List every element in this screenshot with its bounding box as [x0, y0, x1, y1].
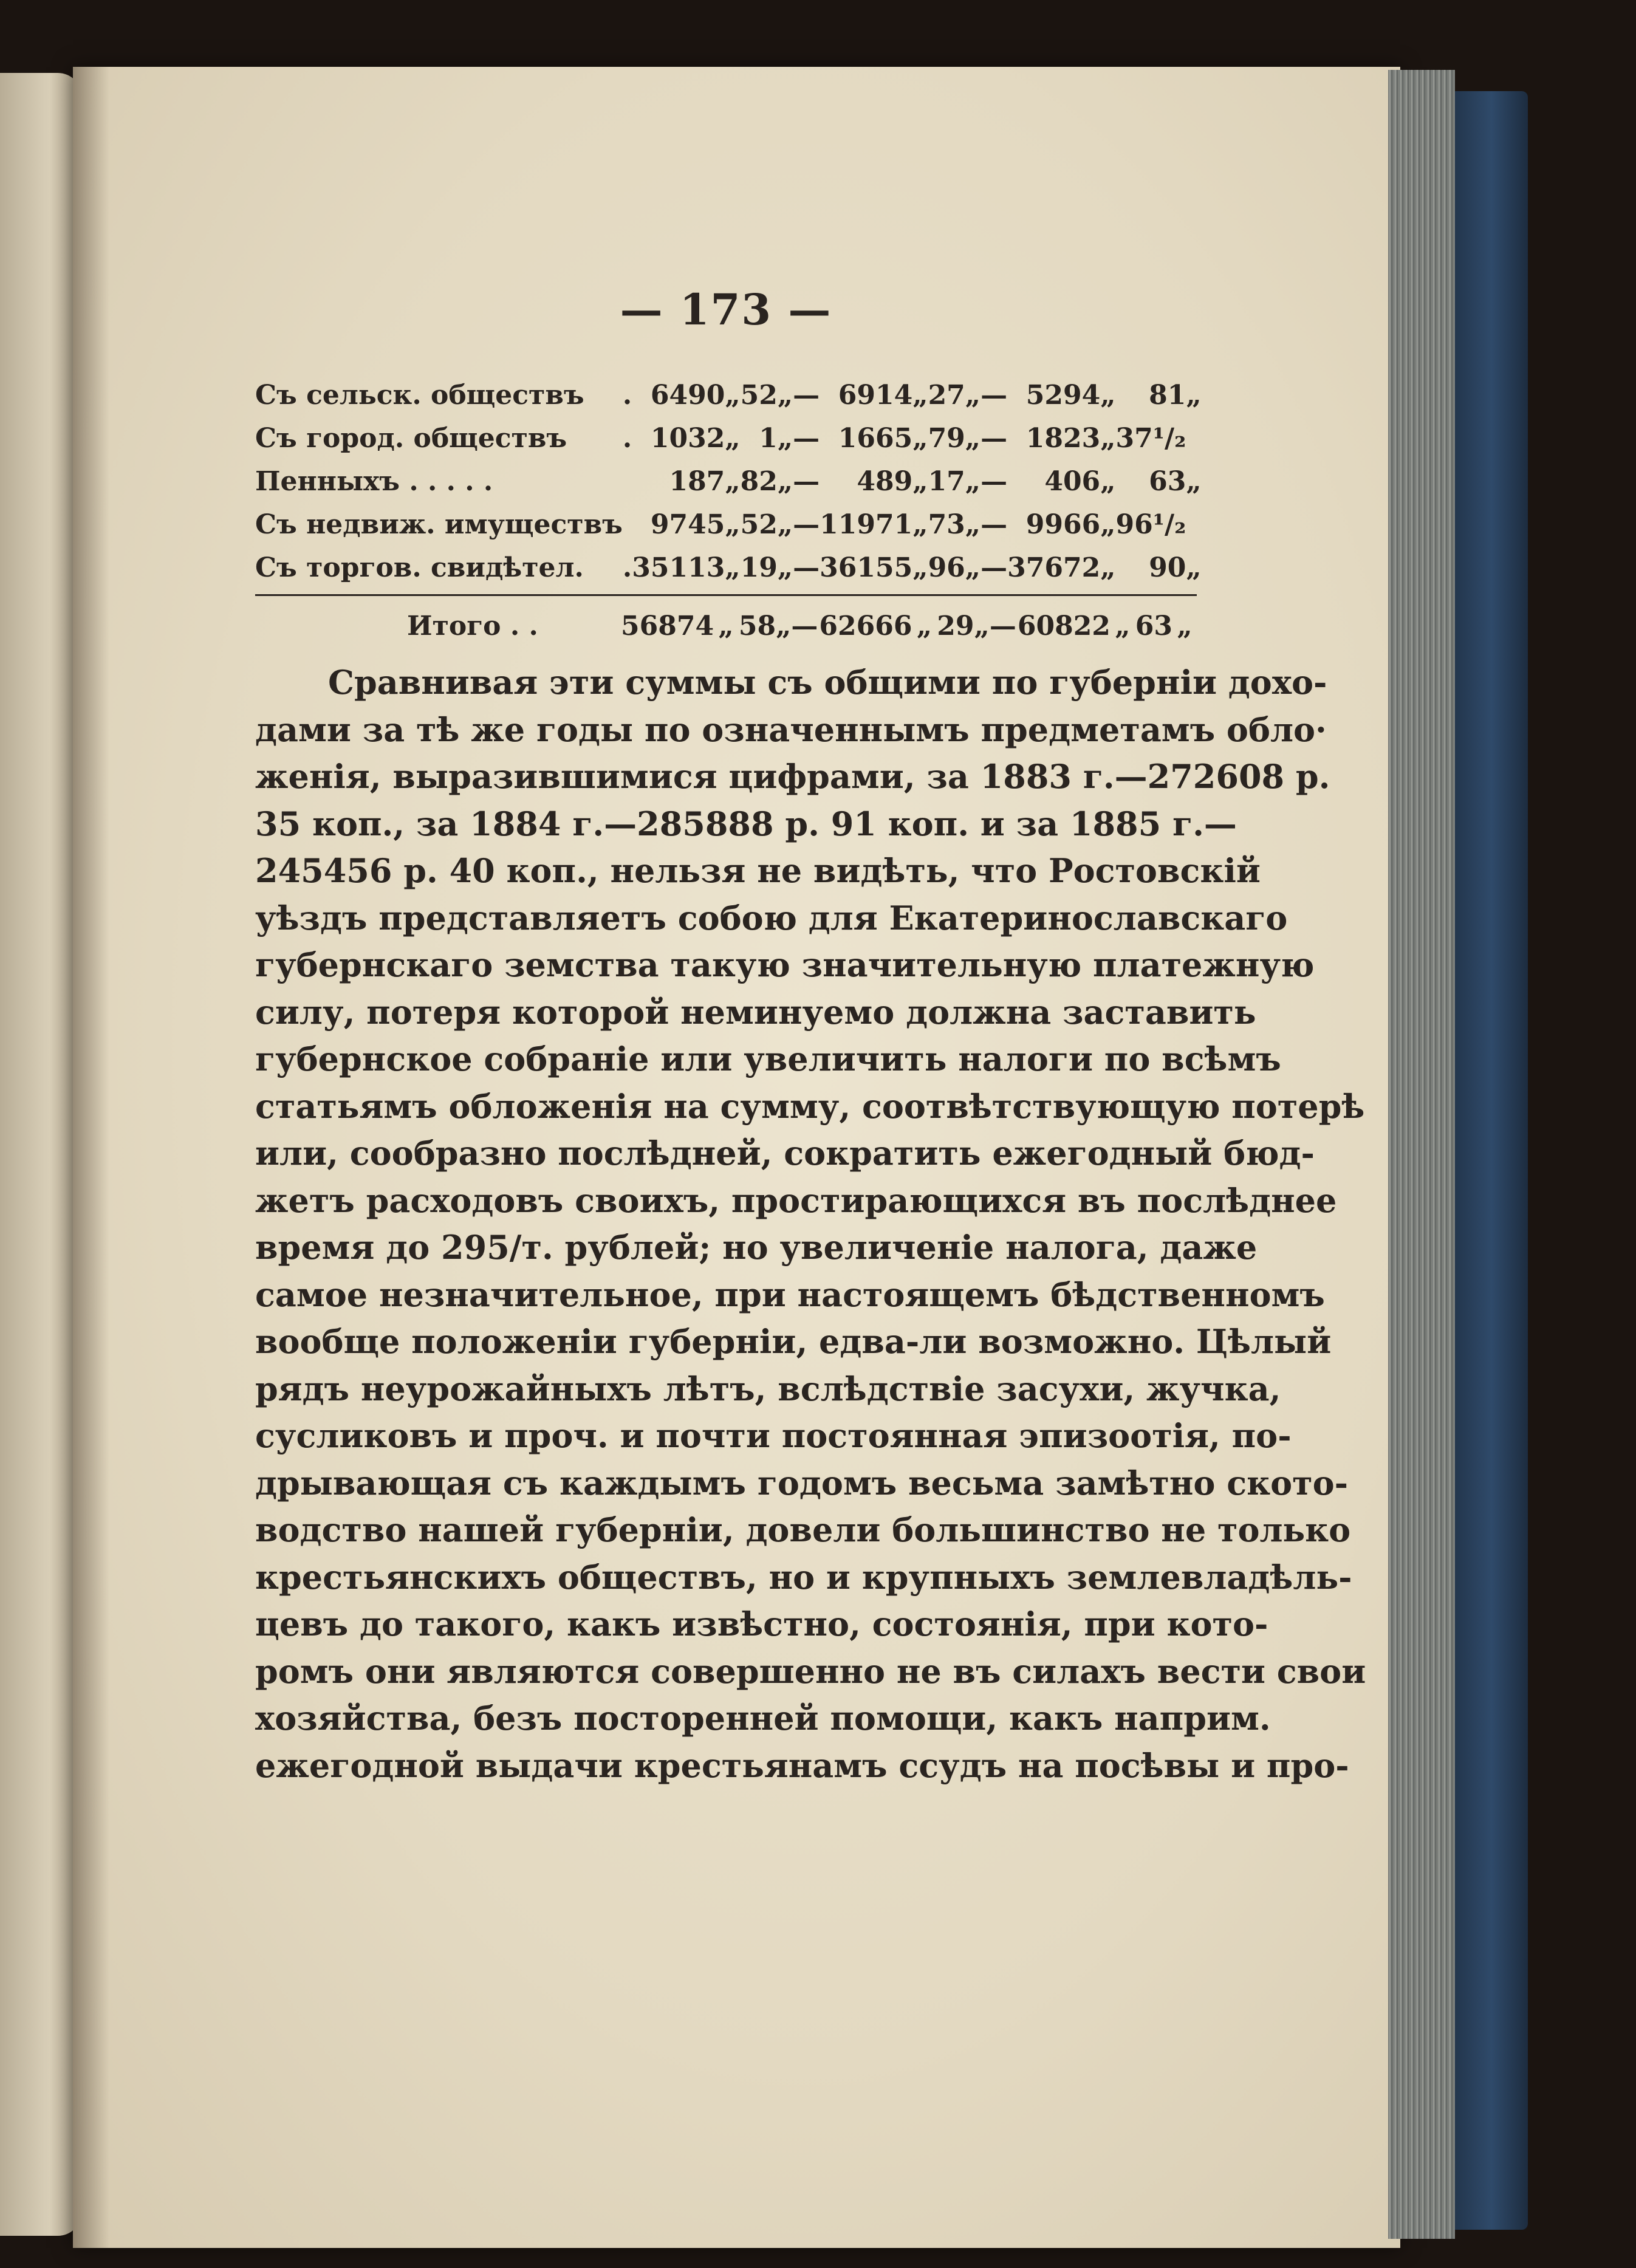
table-cell-d2: „— [965, 466, 1008, 497]
table-cell-dots [623, 460, 632, 503]
body-paragraph [255, 659, 1366, 1789]
table-cell-end [1186, 503, 1201, 546]
table-cell-d1: „— [777, 380, 820, 411]
table-cell-v3: 1823 [1025, 423, 1101, 454]
table-cell-q3: „ [1100, 423, 1116, 454]
text-line: или, сообразно послѣдней, сократить ежегодный бюд- [255, 1134, 1315, 1173]
table-row [255, 417, 1202, 460]
table-cell-q1: „ [725, 509, 741, 540]
table-cell-dots [623, 503, 632, 546]
text-line: жетъ расходовъ своихъ, простирающихся въ послѣднее [255, 1180, 1337, 1220]
text-line: женія, выразившимися цифрами, за 1883 г.—272608 р. [255, 757, 1330, 796]
table-cell-v3: 9966 [1025, 509, 1101, 540]
table-cell-q3: „ [1100, 552, 1116, 583]
table-cell-v1: 6490 [650, 380, 725, 411]
page-block-edge [1388, 70, 1455, 2239]
table-cell-dots: . [622, 423, 632, 454]
table-cell-k2: 96 [928, 552, 965, 583]
page-gutter-shadow [73, 67, 109, 2248]
table-cell-v2: 1665 [838, 423, 913, 454]
table-cell-q3: „ [1100, 466, 1116, 497]
text-line: хозяйства, безъ посторенней помощи, какъ наприм. [255, 1699, 1271, 1738]
total-q2: „ [916, 611, 933, 642]
table-cell-d1: „— [777, 509, 820, 540]
table-row [255, 374, 1202, 417]
text-line: ежегодной выдачи крестьянамъ ссудъ на посѣвы и про- [255, 1746, 1349, 1785]
table-row [255, 503, 1202, 546]
text-line: губернскаго земства такую значительную платежную [255, 945, 1315, 984]
text-line: Сравнивая эти суммы съ общими по губерніи дохо- [328, 663, 1327, 702]
table-cell-label: Съ город. обществъ [255, 423, 567, 454]
table-cell-k1: 52 [740, 380, 778, 411]
text-line: статьямъ обложенія на сумму, соотвѣтствующую потерѣ [255, 1086, 1365, 1126]
book-cover-edge [1455, 91, 1528, 2230]
table-cell-k1: 82 [740, 466, 778, 497]
table-row [255, 546, 1202, 589]
table-cell-d2: „— [965, 380, 1008, 411]
total-k3: 63 [1135, 611, 1172, 642]
table-cell-v3: 37672 [1007, 552, 1101, 583]
text-line: силу, потеря которой неминуемо должна заставить [255, 992, 1256, 1032]
revenue-table [255, 374, 1202, 589]
table-cell-end: „ [1186, 380, 1202, 411]
table-cell-q3: „ [1100, 380, 1116, 411]
total-label: Итого . . [407, 611, 538, 642]
table-cell-k2: 79 [928, 423, 965, 454]
table-cell-q1: „ [725, 466, 741, 497]
text-line: водство нашей губерніи, довели большинство не только [255, 1510, 1351, 1549]
table-cell-v2: 6914 [838, 380, 913, 411]
table-cell-label: Съ торгов. свидѣтел. [255, 552, 584, 583]
table-cell-q3: „ [1100, 509, 1116, 540]
table-cell-k3: 63 [1149, 466, 1186, 497]
text-line: 35 коп., за 1884 г.—285888 р. 91 коп. и за 1885 г.— [255, 804, 1237, 843]
table-cell-label: Съ недвиж. имуществъ [255, 509, 623, 540]
table-cell-k3: 37¹/₂ [1115, 423, 1186, 454]
table-cell-k1: 19 [740, 552, 778, 583]
table-cell-v1: 35113 [632, 552, 725, 583]
table-cell-d1: „— [777, 423, 820, 454]
table-cell-label: Съ сельск. обществъ [255, 380, 584, 411]
table-cell-q2: „ [912, 552, 928, 583]
table-cell-k1: 1 [759, 423, 778, 454]
text-line: крестьянскихъ обществъ, но и крупныхъ землевладѣль- [255, 1557, 1352, 1597]
text-line: рядъ неурожайныхъ лѣтъ, вслѣдствіе засухи, жучка, [255, 1369, 1281, 1408]
table-cell-d2: „— [965, 509, 1008, 540]
table-cell-label: Пенныхъ . . . . . [255, 466, 493, 497]
text-line: уѣздъ представляетъ собою для Екатеринославскаго [255, 898, 1288, 937]
text-line: дами за тѣ же годы по означеннымъ предметамъ обло· [255, 710, 1327, 749]
text-line: цевъ до такого, какъ извѣстно, состоянія, при кото- [255, 1605, 1268, 1643]
table-cell-k1: 52 [740, 509, 778, 540]
table-cell-d1: „— [777, 466, 820, 497]
total-k2: 29 [937, 611, 974, 642]
table-cell-k3: 81 [1149, 380, 1186, 411]
table-cell-v1: 1032 [650, 423, 725, 454]
revenue-total-table [255, 605, 1197, 648]
left-page-edge [0, 73, 82, 2236]
table-cell-k2: 17 [928, 466, 965, 497]
page-number: — 173 — [620, 284, 832, 335]
table-cell-d2: „— [965, 423, 1008, 454]
total-k1: 58 [738, 611, 776, 642]
table-cell-end: „ [1186, 466, 1202, 497]
text-line: дрывающая съ каждымъ годомъ весьма замѣтно ското- [255, 1463, 1349, 1502]
table-cell-q2: „ [912, 509, 928, 540]
total-dots [595, 605, 620, 648]
table-cell-d1: „— [777, 552, 820, 583]
table-cell-dots: . [622, 380, 632, 411]
text-line: время до 295/т. рублей; но увеличеніе налога, даже [255, 1228, 1258, 1267]
table-cell-q1: „ [725, 552, 741, 583]
total-d2: „— [974, 611, 1016, 642]
table-cell-q1: „ [725, 380, 741, 411]
table-cell-dots: . [622, 552, 632, 583]
table-cell-d2: „— [965, 552, 1008, 583]
table-total-rule [255, 594, 1197, 596]
total-end: „ [1177, 611, 1193, 642]
table-cell-v2: 36155 [820, 552, 913, 583]
table-cell-k3: 90 [1149, 552, 1186, 583]
total-v2: 62666 [819, 611, 912, 642]
table-cell-k3: 96¹/₂ [1115, 509, 1186, 540]
table-cell-end: „ [1186, 552, 1202, 583]
total-d1: „— [776, 611, 818, 642]
table-cell-v3: 406 [1044, 466, 1101, 497]
table-cell-k2: 73 [928, 509, 965, 540]
table-row [255, 460, 1202, 503]
total-v1: 56874 [621, 611, 714, 642]
total-q3: „ [1115, 611, 1131, 642]
table-cell-q1: „ [725, 423, 741, 454]
text-line: ромъ они являются совершенно не въ силахъ вести свои [255, 1651, 1366, 1691]
table-cell-end [1186, 417, 1201, 460]
text-line: сусликовъ и проч. и почти постоянная эпизоотія, по- [255, 1416, 1292, 1455]
text-line: губернское собраніе или увеличить налоги по всѣмъ [255, 1040, 1281, 1078]
table-cell-q2: „ [912, 380, 928, 411]
total-q1: „ [718, 611, 734, 642]
table-cell-q2: „ [912, 466, 928, 497]
table-cell-q2: „ [912, 423, 928, 454]
table-cell-k2: 27 [928, 380, 965, 411]
table-cell-v2: 11971 [820, 509, 913, 540]
table-cell-v2: 489 [857, 466, 913, 497]
total-row [255, 605, 1197, 648]
total-v3: 60822 [1017, 611, 1111, 642]
text-line: 245456 р. 40 коп., нельзя не видѣть, что Ростовскій [255, 851, 1261, 890]
table-cell-v1: 187 [669, 466, 725, 497]
text-line: вообще положеніи губерніи, едва-ли возможно. Цѣлый [255, 1322, 1332, 1361]
table-cell-v1: 9745 [650, 509, 725, 540]
table-cell-v3: 5294 [1025, 380, 1101, 411]
text-line: самое незначительное, при настоящемъ бѣдственномъ [255, 1275, 1325, 1314]
